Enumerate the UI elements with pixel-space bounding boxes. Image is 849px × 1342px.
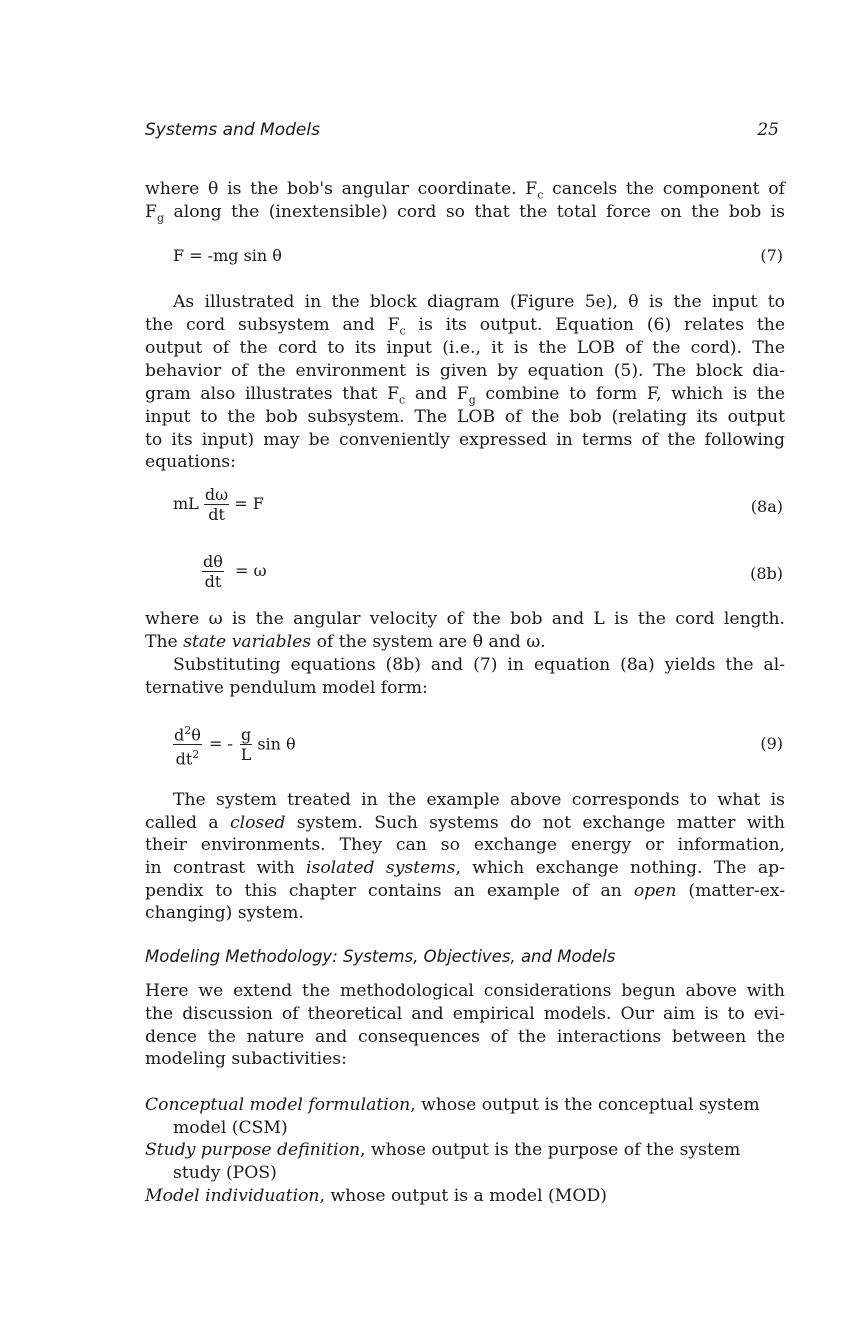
para6-line3: dence the nature and consequences of the interactions between the [145, 1027, 785, 1047]
equation-8a-number: (8a) [750, 497, 783, 516]
list-item: Conceptual model formulation, whose output is the conceptual system [145, 1095, 760, 1115]
equation-7-number: (7) [760, 246, 783, 265]
fraction-d2theta-dt2: $\frac{d^2\theta}{dt^2}$ [173, 721, 202, 769]
para2-line8: equations: [145, 452, 236, 472]
para1-line1: where θ is the bob's angular coordinate. $F_c$ cancels the component of [145, 179, 785, 202]
para3-line1: where ω is the angular velocity of the bob and L is the cord length. [145, 609, 785, 629]
para5-line5: pendix to this chapter contains an example of an open (matter-ex- [145, 881, 786, 901]
para2-line6: input to the bob subsystem. The LOB of the bob (relating its output [145, 407, 785, 427]
section-heading: Modeling Methodology: Systems, Objectives, and Models [145, 947, 616, 966]
para5-line4: in contrast with isolated systems, which exchange nothing. The ap- [145, 858, 785, 878]
para5-line2: called a closed system. Such systems do not exchange matter with [145, 813, 785, 833]
fraction-g-L: $\frac{g}{L}$ [240, 725, 252, 765]
running-title: Systems and Models [145, 120, 320, 140]
para6-line1: Here we extend the methodological considerations begun above with [145, 981, 785, 1001]
equation-9: $\frac{d^2\theta}{dt^2}$ = - $\frac{g}{L}$ sin θ [173, 721, 296, 769]
para5-line1: The system treated in the example above corresponds to what is [173, 790, 785, 810]
running-header [145, 120, 785, 140]
equation-8b: $\frac{d\theta}{dt}$ = ω [203, 552, 267, 591]
para2-line3: output of the cord to its input (i.e., it is the LOB of the cord). The [145, 338, 785, 358]
list-item: Study purpose definition, whose output is the purpose of the system [145, 1140, 741, 1160]
list-item-cont: study (POS) [173, 1163, 277, 1183]
equation-8b-number: (8b) [750, 564, 783, 583]
para2-line1: As illustrated in the block diagram (Figure 5e), θ is the input to [173, 292, 785, 312]
para5-line3: their environments. They can so exchange energy or information, [145, 835, 785, 855]
fraction-dtheta-dt: $\frac{d\theta}{dt}$ [203, 552, 223, 591]
equation-7: F = -mg sin θ [173, 246, 282, 265]
para6-line4: modeling subactivities: [145, 1049, 347, 1069]
equation-8a: mL $\frac{d\omega}{dt}$ = F [173, 485, 264, 524]
page-number: 25 [757, 120, 779, 140]
para2-line7: to its input) may be conveniently expressed in terms of the following [145, 430, 785, 450]
para1-line2: $F_g$ along the (inextensible) cord so that the total force on the bob is [145, 202, 785, 225]
para4-line2: ternative pendulum model form: [145, 678, 428, 698]
equation-9-number: (9) [760, 734, 783, 753]
para5-line6: changing) system. [145, 903, 304, 923]
para4-line1: Substituting equations (8b) and (7) in equation (8a) yields the al- [173, 655, 785, 675]
list-item: Model individuation, whose output is a model (MOD) [145, 1186, 607, 1206]
para3-line2: The state variables of the system are θ and ω. [145, 632, 546, 652]
para2-line2: the cord subsystem and $F_c$ is its output. Equation (6) relates the [145, 315, 785, 338]
para6-line2: the discussion of theoretical and empirical models. Our aim is to evi- [145, 1004, 785, 1024]
list-item-cont: model (CSM) [173, 1118, 288, 1138]
para2-line5: gram also illustrates that $F_c$ and $F_g$ combine to form F, which is the [145, 384, 785, 407]
para2-line4: behavior of the environment is given by equation (5). The block dia- [145, 361, 785, 381]
fraction-dw-dt: $\frac{d\omega}{dt}$ [204, 485, 229, 524]
